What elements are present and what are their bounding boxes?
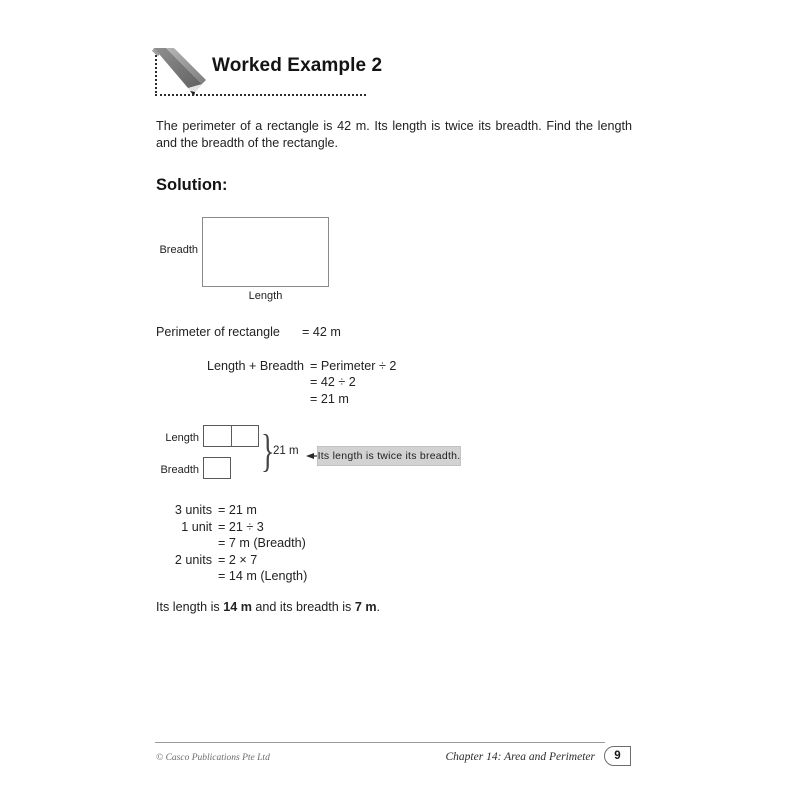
bar-model-breadth-bar [203, 457, 231, 479]
equation-lhs [156, 568, 212, 585]
equation-rhs: = 21 ÷ 3 [218, 519, 264, 534]
bar-unit-cell [204, 426, 232, 446]
equation-line [156, 358, 396, 375]
equation-line [156, 552, 307, 569]
footer-divider [155, 742, 605, 743]
equation-lhs: Length + Breadth [207, 358, 304, 373]
equation-rhs: = 42 m [302, 325, 341, 339]
bar-model-breadth-label: Breadth [160, 464, 199, 476]
curly-brace-icon: } [261, 425, 275, 476]
equation-line [156, 502, 307, 519]
rectangle-length-label: Length [248, 290, 283, 302]
bar-model-diagram [155, 424, 475, 486]
conclusion-breadth-value: 7 m [354, 600, 377, 614]
equation-line [156, 391, 396, 408]
equation-block-units [156, 502, 307, 585]
equation-line [156, 374, 396, 391]
equation-lhs: 1 unit [181, 519, 212, 534]
worked-example-header [155, 48, 383, 98]
conclusion-prefix: Its length is [156, 600, 224, 614]
page-title: Worked Example 2 [212, 55, 383, 76]
conclusion-statement [156, 600, 380, 614]
equation-lhs [156, 374, 304, 391]
equation-lhs: 3 units [174, 503, 212, 517]
rectangle-figure [155, 212, 375, 307]
conclusion-suffix: . [376, 600, 381, 614]
bar-model-length-label: Length [165, 432, 199, 444]
equation-rhs: = 14 m (Length) [218, 569, 308, 584]
bar-model-length-bar [203, 425, 259, 447]
rectangle-shape [202, 217, 329, 287]
equation-rhs: = 21 m [310, 391, 349, 406]
equation-block-perimeter [156, 324, 396, 407]
equation-spacer [156, 341, 396, 358]
callout-box [317, 446, 461, 466]
equation-rhs: = 42 ÷ 2 [310, 375, 356, 390]
equation-lhs: Perimeter of rectangle [156, 325, 280, 339]
pencil-icon [150, 46, 214, 98]
equation-lhs [156, 391, 304, 408]
equation-line [156, 519, 307, 536]
equation-line [156, 324, 396, 341]
page-number: 9 [614, 750, 621, 762]
callout-text: Its length is twice its breadth. [317, 450, 461, 462]
equation-line [156, 535, 307, 552]
equation-rhs: = 7 m (Breadth) [218, 536, 306, 551]
footer-chapter-title: Chapter 14: Area and Perimeter [445, 751, 595, 763]
equation-rhs: = 21 m [218, 503, 257, 517]
bar-unit-cell [232, 426, 259, 446]
problem-statement: The perimeter of a rectangle is 42 m. Its length is twice its breadth. Find the length and the breadth of the rectangle. [156, 119, 632, 150]
footer-copyright: © Casco Publications Pte Ltd [156, 753, 270, 763]
page-number-badge [604, 746, 631, 766]
bar-unit-cell [204, 458, 230, 478]
rectangle-breadth-label: Breadth [159, 244, 198, 256]
equation-rhs: = 2 × 7 [218, 552, 258, 567]
conclusion-middle: and its breadth is [251, 600, 355, 614]
equation-lhs [156, 535, 212, 552]
conclusion-length-value: 14 m [223, 600, 252, 614]
equation-lhs: 2 units [174, 552, 212, 567]
equation-rhs: = Perimeter ÷ 2 [310, 358, 397, 373]
bar-model-total-label: 21 m [273, 445, 299, 457]
solution-heading: Solution: [156, 176, 228, 194]
equation-line [156, 568, 307, 585]
